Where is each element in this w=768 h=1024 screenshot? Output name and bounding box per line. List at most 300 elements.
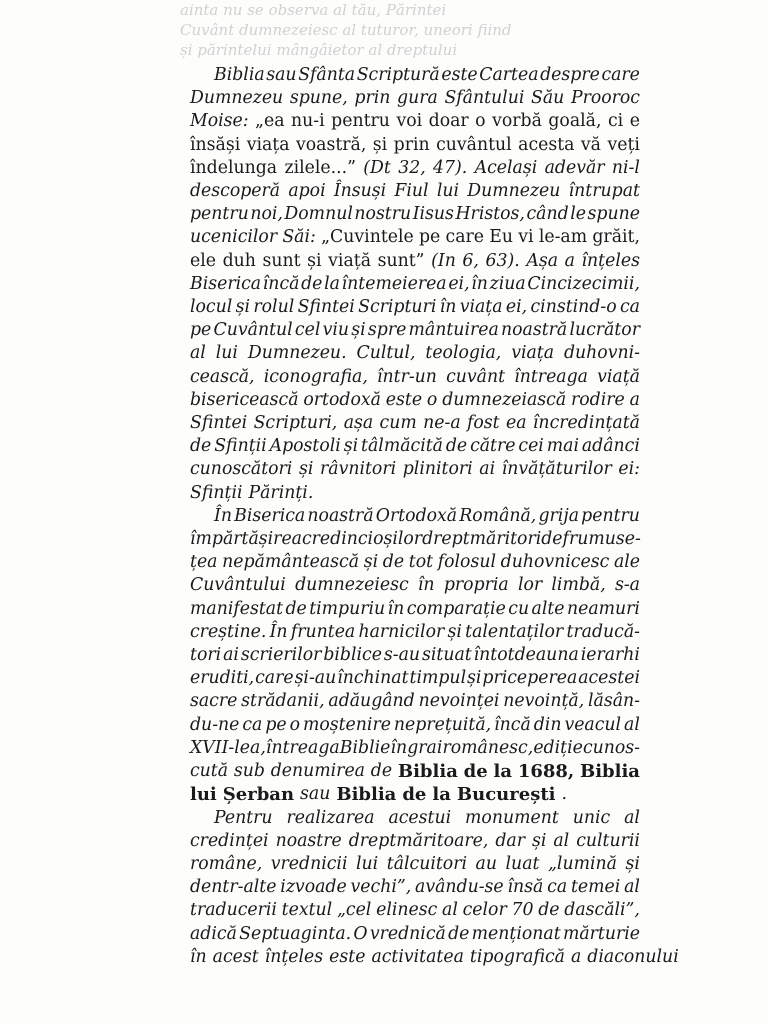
word: Scriptură bbox=[356, 65, 440, 85]
text-line bbox=[190, 110, 640, 133]
word: sau bbox=[266, 65, 297, 85]
word: „ea bbox=[255, 111, 285, 132]
word: Română, bbox=[459, 505, 537, 526]
word: neprețuită, bbox=[393, 714, 492, 735]
word: la bbox=[324, 273, 340, 294]
word: Sfânta bbox=[298, 65, 356, 85]
word: Cincizecimii, bbox=[527, 273, 640, 294]
word: descoperă bbox=[190, 181, 281, 202]
word: ele bbox=[190, 250, 216, 271]
word: întotdeauna bbox=[473, 645, 579, 666]
word: însă bbox=[507, 877, 544, 898]
word: țea bbox=[190, 552, 218, 573]
text-line bbox=[190, 412, 640, 435]
word: cunos- bbox=[582, 737, 640, 758]
word: temei bbox=[570, 877, 621, 898]
word: Dumnezeu bbox=[190, 88, 284, 109]
word: mântuirea bbox=[408, 320, 499, 341]
word: (Dt bbox=[363, 157, 391, 178]
word: iconografia, bbox=[263, 366, 368, 387]
word: acestei bbox=[578, 668, 640, 689]
word: 70 bbox=[511, 900, 534, 921]
word: întreaga bbox=[265, 737, 340, 758]
word: Însuși bbox=[333, 181, 387, 202]
word: fost bbox=[467, 413, 500, 434]
word: Iisus bbox=[412, 204, 454, 225]
word: dreptmăritoare, bbox=[348, 830, 489, 851]
word: Sfinții bbox=[190, 482, 243, 503]
word: vrednicii bbox=[270, 853, 348, 874]
text-line bbox=[190, 644, 640, 667]
word: teologia, bbox=[425, 343, 502, 364]
word: a bbox=[570, 946, 582, 967]
word: XVII-lea, bbox=[190, 737, 266, 758]
word: Cuvântul bbox=[213, 320, 293, 341]
word: culturii bbox=[576, 830, 640, 851]
text-line bbox=[190, 598, 640, 621]
text-line bbox=[190, 180, 640, 203]
word: activitatea bbox=[371, 946, 464, 967]
word: lucrător bbox=[569, 320, 640, 341]
word: învățăturilor bbox=[501, 459, 612, 480]
word: lăsân- bbox=[588, 691, 640, 712]
word: neamuri bbox=[566, 598, 640, 619]
text-line bbox=[190, 946, 679, 969]
word: de bbox=[285, 598, 307, 619]
word: încă bbox=[262, 273, 300, 294]
word: mărturie bbox=[562, 923, 640, 944]
word: Domnul bbox=[284, 204, 353, 225]
word: lor bbox=[517, 575, 543, 596]
word: ediție bbox=[533, 737, 583, 758]
text-line bbox=[190, 87, 640, 110]
word: lui bbox=[215, 343, 238, 364]
word: Biserica bbox=[190, 273, 262, 294]
word: ierarhi bbox=[580, 645, 640, 666]
word: acest bbox=[212, 946, 259, 967]
word: sacre bbox=[190, 691, 238, 712]
word: ucenicilor bbox=[190, 227, 278, 248]
text-line bbox=[190, 621, 640, 644]
word: monument bbox=[465, 807, 559, 828]
word: duh bbox=[222, 250, 256, 271]
word: rolul bbox=[253, 297, 295, 318]
word: tori bbox=[190, 645, 222, 666]
word: încredințată bbox=[532, 413, 640, 434]
word: Ortodoxă bbox=[375, 505, 458, 526]
word: luat bbox=[505, 853, 540, 874]
text-line bbox=[190, 226, 640, 249]
word: de bbox=[402, 784, 427, 806]
word: adevăr bbox=[544, 157, 605, 178]
word: propria bbox=[443, 575, 509, 596]
text-line bbox=[190, 296, 640, 319]
word: ortodoxă bbox=[303, 389, 381, 410]
text-line bbox=[190, 366, 640, 389]
word: pe bbox=[265, 714, 287, 735]
word: le bbox=[570, 204, 586, 225]
word: harnicilor bbox=[358, 621, 445, 642]
word: elinesc bbox=[376, 900, 438, 921]
word: de bbox=[538, 900, 560, 921]
word: timpuriu bbox=[309, 598, 386, 619]
word: și bbox=[531, 830, 547, 851]
word: e bbox=[629, 111, 640, 132]
word: fruntea bbox=[290, 621, 356, 642]
word: grija bbox=[538, 505, 579, 526]
word: pe bbox=[419, 227, 441, 248]
word: Dumnezeu. bbox=[247, 343, 347, 364]
word: Așa bbox=[526, 250, 558, 271]
word: manifestat bbox=[190, 598, 284, 619]
word: ai bbox=[223, 645, 239, 666]
word: dumnezeiesc bbox=[295, 575, 409, 596]
word: duhovnicesc bbox=[500, 552, 610, 573]
text-line bbox=[190, 714, 640, 737]
word: . bbox=[561, 784, 567, 805]
word: și bbox=[467, 668, 482, 689]
word: Moise: bbox=[190, 111, 249, 132]
word: Cultul, bbox=[356, 343, 416, 364]
word: prin bbox=[393, 134, 430, 155]
word: apoi bbox=[288, 181, 326, 202]
word: întreaga bbox=[514, 366, 588, 387]
text-line bbox=[190, 876, 640, 899]
word: 32, bbox=[398, 157, 426, 178]
word: al bbox=[624, 714, 640, 735]
text-line bbox=[190, 737, 640, 760]
text-line bbox=[190, 505, 640, 528]
word: pentru bbox=[581, 505, 640, 526]
word: însăși bbox=[190, 134, 241, 155]
word: tipografică bbox=[469, 946, 565, 967]
word: și bbox=[351, 320, 366, 341]
word: vi bbox=[518, 227, 534, 248]
word: Biblia bbox=[214, 65, 265, 85]
word: unic bbox=[572, 807, 611, 828]
word: de bbox=[445, 436, 468, 457]
word: celor bbox=[462, 900, 507, 921]
word: vă bbox=[580, 134, 601, 155]
word: traducerii bbox=[190, 900, 277, 921]
word: o bbox=[289, 714, 300, 735]
word: strădanii, bbox=[241, 691, 325, 712]
word: ni-l bbox=[611, 157, 640, 178]
word: cuvânt bbox=[446, 366, 506, 387]
word: pe bbox=[190, 320, 212, 341]
word: ca bbox=[619, 297, 640, 318]
word: noastră bbox=[501, 320, 568, 341]
word: o bbox=[426, 389, 438, 410]
text-line bbox=[190, 273, 640, 296]
word: în bbox=[417, 575, 435, 596]
word: care bbox=[255, 668, 294, 689]
word: spre bbox=[367, 320, 407, 341]
word: mai bbox=[546, 436, 579, 457]
word: de bbox=[463, 761, 488, 783]
word: duhovni- bbox=[563, 343, 640, 364]
word: dentr-alte bbox=[190, 877, 277, 898]
text-line bbox=[190, 389, 640, 412]
text-line bbox=[190, 250, 640, 273]
word: Sfinții bbox=[214, 436, 267, 457]
word: 63). bbox=[485, 250, 520, 271]
word: sunt” bbox=[377, 250, 425, 271]
word: Pentru bbox=[214, 807, 273, 828]
word: traducă- bbox=[566, 621, 640, 642]
paragraph bbox=[190, 505, 640, 807]
text-line bbox=[190, 690, 640, 713]
word: realizarea bbox=[286, 807, 375, 828]
word: noastre bbox=[275, 830, 342, 851]
word: Cartea bbox=[479, 65, 539, 85]
word: cel bbox=[294, 320, 321, 341]
word: s-a bbox=[614, 575, 640, 596]
word: eruditi, bbox=[190, 668, 255, 689]
word: timpul bbox=[409, 668, 467, 689]
word: vechi”, bbox=[350, 877, 412, 898]
word: veacul bbox=[564, 714, 622, 735]
word: Cuvântului bbox=[190, 575, 286, 596]
word: tâlcuitori bbox=[386, 853, 467, 874]
word: și bbox=[625, 853, 640, 874]
word: pentru bbox=[190, 204, 249, 225]
word: Fiul bbox=[394, 181, 429, 202]
word: Scripturi bbox=[358, 297, 437, 318]
word: avându-se bbox=[415, 877, 504, 898]
word: al bbox=[624, 807, 640, 828]
word: ale bbox=[613, 552, 640, 573]
word: diaconului bbox=[587, 946, 679, 967]
word: priceperea bbox=[482, 668, 578, 689]
word: Săi: bbox=[282, 227, 316, 248]
word: dumnezeiască bbox=[442, 389, 567, 410]
word: în bbox=[471, 273, 488, 294]
word: și bbox=[235, 297, 251, 318]
word: lui bbox=[436, 181, 459, 202]
word: adăugând bbox=[328, 691, 415, 712]
word: cei bbox=[518, 436, 544, 457]
text-line bbox=[190, 482, 640, 505]
word: sub bbox=[233, 761, 265, 782]
word: a bbox=[564, 250, 575, 271]
word: dreptmăritori bbox=[422, 529, 542, 550]
word: înțeles bbox=[581, 250, 640, 271]
word: (In bbox=[431, 250, 456, 271]
word: ei, bbox=[448, 273, 470, 294]
text-line bbox=[190, 157, 640, 180]
text-line bbox=[190, 807, 640, 830]
word: nepământească bbox=[222, 552, 360, 573]
word: întrupat bbox=[568, 181, 640, 202]
word: adânci bbox=[581, 436, 640, 457]
word: vorbă bbox=[492, 111, 542, 132]
word: al bbox=[190, 343, 206, 364]
word: Biblia bbox=[397, 761, 458, 783]
word: Biblia bbox=[579, 761, 640, 783]
word: biblice bbox=[323, 645, 382, 666]
word: adică bbox=[190, 923, 237, 944]
word: viață bbox=[597, 366, 640, 387]
word: a bbox=[629, 389, 640, 410]
word: Biblia bbox=[336, 784, 397, 806]
word: și bbox=[372, 134, 388, 155]
word: al bbox=[553, 830, 570, 851]
word: cuvântul bbox=[436, 134, 512, 155]
word: de bbox=[190, 436, 212, 457]
text-line bbox=[190, 528, 640, 551]
word: Biblie bbox=[339, 737, 391, 758]
word: scrierilor bbox=[240, 645, 322, 666]
word: le-am bbox=[538, 227, 588, 248]
text-line bbox=[190, 853, 640, 876]
bleed-line: Cuvânt dumnezeiesc al tuturor, uneori fiind bbox=[180, 21, 512, 39]
word: împărtășirea bbox=[190, 529, 302, 550]
word: plinitori bbox=[402, 459, 473, 480]
word: rodire bbox=[571, 389, 625, 410]
word: de bbox=[370, 761, 393, 782]
word: așa bbox=[343, 413, 374, 434]
text-line bbox=[190, 783, 640, 806]
word: creștine. bbox=[190, 621, 267, 642]
word: folosul bbox=[437, 552, 496, 573]
word: închinat bbox=[337, 668, 409, 689]
word: cum bbox=[379, 413, 417, 434]
word: viu bbox=[322, 320, 350, 341]
word: cu bbox=[508, 598, 530, 619]
bleed-line: și părintelui mângâietor al dreptului bbox=[180, 41, 458, 59]
word: cută bbox=[190, 761, 229, 782]
word: îndelunga bbox=[190, 157, 278, 178]
body-text bbox=[190, 64, 679, 969]
word: menționat bbox=[471, 923, 561, 944]
word: au bbox=[475, 853, 497, 874]
word: nostru bbox=[354, 204, 412, 225]
word: grăit, bbox=[592, 227, 640, 248]
word: lui bbox=[190, 784, 217, 806]
word: comparație bbox=[406, 598, 506, 619]
word: râvnitori bbox=[320, 459, 397, 480]
word: În bbox=[269, 621, 288, 642]
word: ziua bbox=[489, 273, 526, 294]
word: și bbox=[298, 459, 314, 480]
text-line bbox=[190, 342, 640, 365]
word: grai bbox=[407, 737, 443, 758]
text-line bbox=[190, 319, 640, 342]
word: nevoință, bbox=[503, 691, 585, 712]
word: când bbox=[526, 204, 569, 225]
word: acestui bbox=[388, 807, 452, 828]
text-line bbox=[190, 203, 640, 226]
word: în bbox=[390, 737, 408, 758]
word: gura bbox=[397, 88, 438, 109]
word: înțeles bbox=[264, 946, 324, 967]
word: către bbox=[470, 436, 516, 457]
word: este bbox=[441, 65, 478, 85]
paragraph bbox=[190, 807, 679, 969]
word: ea bbox=[506, 413, 527, 434]
word: sau bbox=[300, 784, 331, 805]
word: credinței bbox=[190, 830, 269, 851]
word: prin bbox=[354, 88, 391, 109]
text-line bbox=[190, 899, 640, 922]
word: ei, bbox=[505, 297, 528, 318]
word: Biserica bbox=[234, 505, 306, 526]
word: situat bbox=[421, 645, 472, 666]
word: Eu bbox=[489, 227, 514, 248]
word: 1688, bbox=[517, 761, 575, 783]
word: voi bbox=[396, 111, 423, 132]
word: și bbox=[447, 621, 462, 642]
word: într-un bbox=[376, 366, 437, 387]
word: viața bbox=[511, 343, 555, 364]
word: Septuaginta. bbox=[239, 923, 352, 944]
bleed-through-text bbox=[180, 0, 640, 60]
word: textul bbox=[281, 900, 333, 921]
word: locul bbox=[190, 297, 233, 318]
word: în bbox=[190, 946, 207, 967]
word: în bbox=[387, 598, 405, 619]
word: de bbox=[301, 273, 323, 294]
word: alte bbox=[531, 598, 565, 619]
word: „Cuvintele bbox=[321, 227, 414, 248]
word: Sfântului bbox=[444, 88, 525, 109]
word: Același bbox=[474, 157, 538, 178]
text-line bbox=[190, 435, 640, 458]
text-line bbox=[190, 923, 640, 946]
word: credincioșilor bbox=[301, 529, 423, 550]
word: despre bbox=[540, 65, 600, 85]
word: române, bbox=[190, 853, 263, 874]
text-line bbox=[190, 64, 640, 87]
word: sunt bbox=[262, 250, 301, 271]
word: spune bbox=[587, 204, 640, 225]
word: tot bbox=[408, 552, 434, 573]
text-line bbox=[190, 134, 640, 157]
word: Sfintei bbox=[190, 413, 248, 434]
word: viață bbox=[328, 250, 372, 271]
word: și bbox=[363, 552, 379, 573]
word: „cel bbox=[336, 900, 372, 921]
word: moștenire bbox=[302, 714, 391, 735]
word: Apostoli bbox=[269, 436, 341, 457]
word: s-au bbox=[383, 645, 421, 666]
word: zilele...” bbox=[284, 157, 356, 178]
word: O bbox=[353, 923, 368, 944]
word: nevoinței bbox=[418, 691, 500, 712]
word: lui bbox=[356, 853, 379, 874]
word: cească, bbox=[190, 366, 255, 387]
word: ca bbox=[242, 714, 263, 735]
word: viața bbox=[459, 297, 503, 318]
word: și bbox=[343, 436, 359, 457]
word: voastră, bbox=[295, 134, 367, 155]
word: cunoscători bbox=[190, 459, 293, 480]
word: pentru bbox=[331, 111, 390, 132]
word: ai bbox=[479, 459, 496, 480]
word: frumuse- bbox=[562, 529, 641, 550]
word: bisericească bbox=[190, 389, 299, 410]
word: nu-i bbox=[291, 111, 325, 132]
text-line bbox=[190, 830, 640, 853]
word: tâlmăcită bbox=[361, 436, 443, 457]
word: Hristos, bbox=[455, 204, 525, 225]
word: la bbox=[432, 784, 451, 806]
word: talentaților bbox=[465, 621, 564, 642]
word: În bbox=[214, 505, 232, 526]
word: București bbox=[456, 784, 556, 806]
word: ca bbox=[547, 877, 568, 898]
